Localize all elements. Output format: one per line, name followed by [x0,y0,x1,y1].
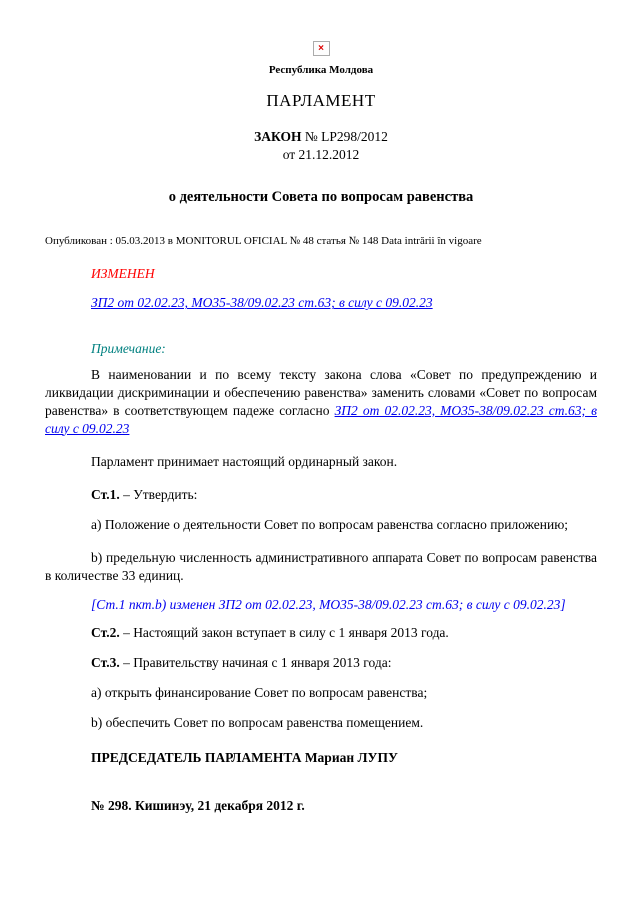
law-number-line [45,128,597,146]
law-number: № LP298/2012 [304,129,388,145]
article-3-item-a: a) открыть финансирование Совет по вопросам равенства; [91,684,428,700]
law-label: ЗАКОН [254,129,302,145]
signature-line: ПРЕДСЕДАТЕЛЬ ПАРЛАМЕНТА Мариан ЛУПУ [91,750,398,766]
intro-paragraph: Парламент принимает настоящий ординарный закон. [91,454,398,470]
header-image-row [45,40,597,56]
law-date: от 21.12.2012 [282,147,360,163]
published-line: Опубликован : 05.03.2013 в MONITORUL OFICIAL № 48 статья № 148 Data intrării în vigoare [45,235,482,248]
article-2-text: – Настоящий закон вступает в силу с 1 января 2013 года. [119,625,449,641]
broken-image-icon [313,41,330,56]
article-1-amendment-note: [Ст.1 пкт.b) изменен ЗП2 от 02.02.23, МО35-38/09.02.23 ст.63; в силу с 09.02.23] [91,597,566,613]
document-title: о деятельности Совета по вопросам равенства [168,188,474,205]
note-label: Примечание: [91,341,166,357]
article-3-line [45,654,597,672]
article-1-line [45,486,597,504]
footer-line: № 298. Кишинэу, 21 декабря 2012 г. [91,798,305,814]
institution-name: ПАРЛАМЕНТ [266,90,376,110]
broken-image-x-glyph: × [318,43,324,55]
article-1-text: – Утвердить: [119,487,198,503]
article-1-item-b: b) предельную численность административного аппарата Совет по вопросам равенства в количестве 33 единиц. [45,549,597,583]
amendment-link[interactable]: ЗП2 от 02.02.23, МО35-38/09.02.23 ст.63; в силу с 09.02.23 [91,295,433,311]
amended-label: ИЗМЕНЕН [91,265,155,281]
article-2-label: Ст.2. [91,625,120,641]
article-2-line [45,624,597,642]
article-3-label: Ст.3. [91,655,120,670]
article-1-item-a: a) Положение о деятельности Совет по вопросам равенства согласно приложению; [91,516,569,532]
article-1-label: Ст.1. [91,487,120,503]
note-text: В наименовании и по всему тексту закона слова «Совет по предупреждению и ликвидации дискриминации и обеспечению равенства» заменить словами «Совет по вопросам равенства» в соответствующем падеже согласно [45,367,597,418]
note-paragraph [45,366,597,437]
amendment-link-line [45,294,597,312]
note-amendment-link[interactable]: ЗП2 от 02.02.23, МО35-38/09.02.23 ст.63; в силу с 09.02.23 [45,402,597,436]
article-3-text: – Правительству начиная с 1 января 2013 года: [119,655,392,670]
country-name: Республика Молдова [268,64,374,77]
article-3-item-b: b) обеспечить Совет по вопросам равенства помещением. [91,714,424,730]
